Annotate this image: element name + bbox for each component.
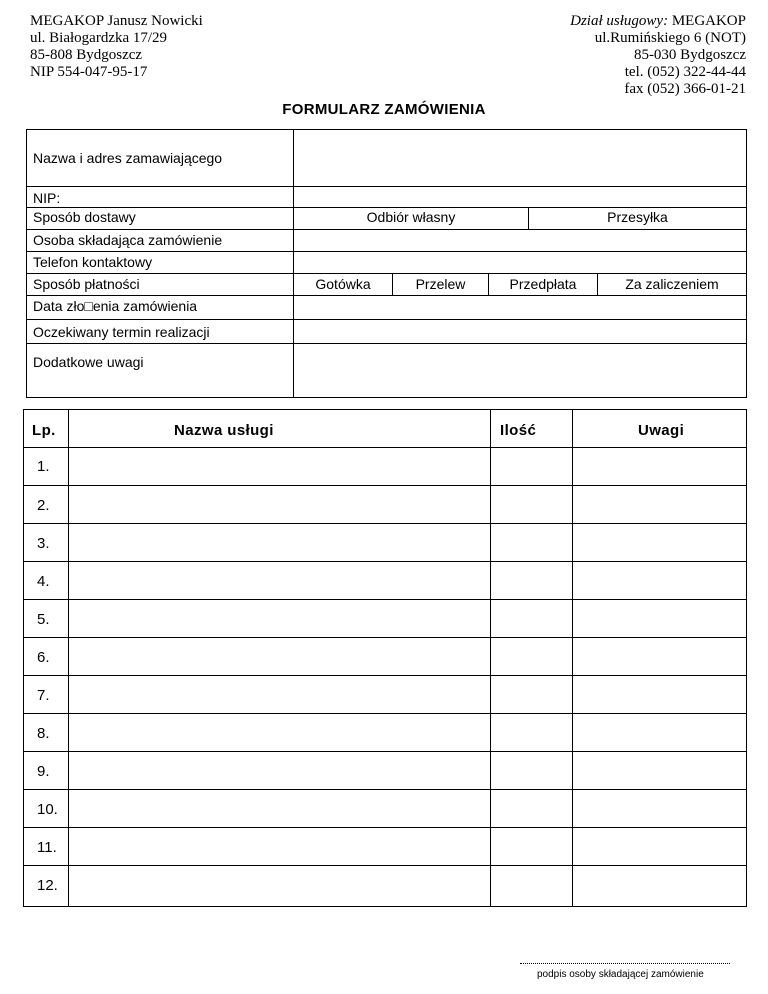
row-divider — [24, 637, 746, 638]
row-number: 7. — [37, 687, 50, 704]
notes-field[interactable] — [294, 344, 746, 397]
company-city: 85-808 Bydgoszcz — [30, 47, 143, 63]
row-divider — [24, 561, 746, 562]
name-address-field[interactable] — [294, 130, 746, 186]
dept-tel: tel. (052) 322-44-44 — [624, 64, 746, 80]
delivery-option-shipping[interactable]: Przesyłka — [607, 209, 668, 225]
delivery-option-pickup[interactable]: Odbiór własny — [366, 209, 456, 225]
header-service-name: Nazwa usługi — [174, 422, 274, 439]
payment-option-cod[interactable]: Za zaliczeniem — [625, 276, 719, 292]
row-divider — [24, 827, 746, 828]
service-dept-address — [570, 13, 746, 98]
row-number: 11. — [37, 839, 57, 856]
row-divider — [24, 789, 746, 790]
nip-field[interactable] — [294, 187, 746, 207]
signature-line[interactable] — [520, 963, 730, 964]
items-table — [23, 409, 747, 907]
row-number: 9. — [37, 763, 50, 780]
payment-option-cash[interactable]: Gotówka — [315, 276, 371, 292]
nip-label: NIP: — [33, 190, 61, 206]
order-form — [26, 129, 747, 398]
form-divider — [27, 273, 746, 274]
row-number: 10. — [37, 801, 58, 818]
name-address-label: Nazwa i adres zamawiającego — [33, 150, 223, 166]
company-name: MEGAKOP Janusz Nowicki — [30, 13, 203, 29]
row-number: 1. — [37, 458, 50, 475]
row-divider — [24, 865, 746, 866]
header-remarks: Uwagi — [638, 422, 685, 439]
sender-address — [30, 13, 203, 81]
form-divider — [27, 207, 746, 208]
signature-label: podpis osoby składającej zamówienie — [537, 969, 704, 980]
header-quantity: Ilość — [500, 422, 537, 439]
phone-label: Telefon kontaktowy — [33, 254, 153, 270]
row-divider — [24, 713, 746, 714]
row-divider — [24, 447, 746, 448]
dept-street: ul.Rumińskiego 6 (NOT) — [594, 30, 746, 46]
dept-fax: fax (052) 366-01-21 — [624, 81, 746, 97]
deadline-label: Oczekiwany termin realizacji — [33, 324, 210, 340]
phone-field[interactable] — [294, 252, 746, 273]
row-number: 2. — [37, 497, 50, 514]
row-divider — [24, 751, 746, 752]
page-title: FORMULARZ ZAMÓWIENIA — [282, 101, 486, 118]
deadline-field[interactable] — [294, 320, 746, 343]
person-field[interactable] — [294, 230, 746, 251]
row-number: 5. — [37, 611, 50, 628]
delivery-label: Sposób dostawy — [33, 209, 136, 225]
dept-name: MEGAKOP — [668, 13, 746, 29]
payment-label: Sposób płatności — [33, 276, 140, 292]
notes-label: Dodatkowe uwagi — [33, 354, 144, 370]
order-date-label: Data zło□enia zamówienia — [33, 298, 198, 314]
row-divider — [24, 523, 746, 524]
row-number: 6. — [37, 649, 50, 666]
row-number: 12. — [37, 877, 58, 894]
payment-option-transfer[interactable]: Przelew — [415, 276, 466, 292]
payment-option-prepayment[interactable]: Przedpłata — [509, 276, 577, 292]
row-number: 8. — [37, 725, 50, 742]
row-number: 3. — [37, 535, 50, 552]
person-label: Osoba składająca zamówienie — [33, 232, 223, 248]
row-divider — [24, 485, 746, 486]
dept-city: 85-030 Bydgoszcz — [633, 47, 746, 63]
company-nip: NIP 554-047-95-17 — [30, 64, 148, 80]
row-number: 4. — [37, 573, 50, 590]
row-divider — [24, 599, 746, 600]
dept-line — [570, 13, 746, 30]
company-street: ul. Białogardzka 17/29 — [30, 30, 168, 46]
row-divider — [24, 675, 746, 676]
dept-label: Dział usługowy: — [570, 13, 669, 29]
header-lp: Lp. — [32, 422, 56, 439]
order-date-field[interactable] — [294, 296, 746, 319]
